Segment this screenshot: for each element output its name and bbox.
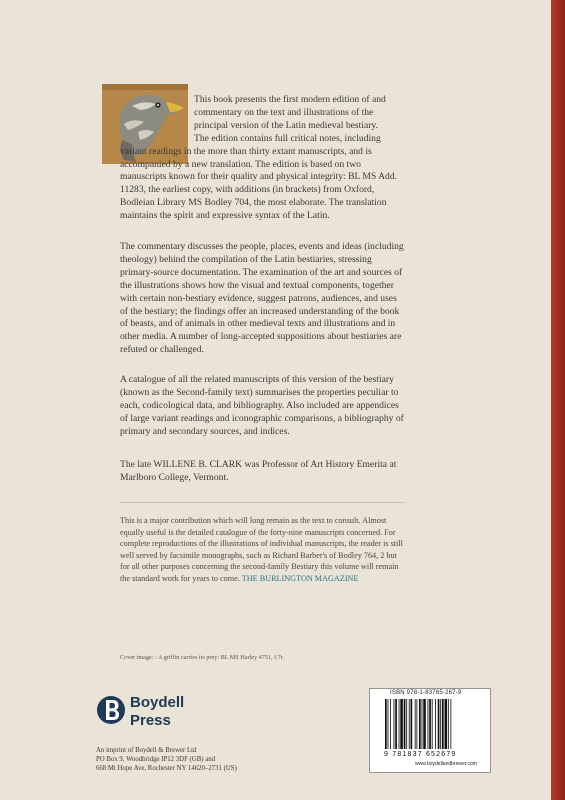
imprint-line-2: PO Box 9, Woodbridge IP12 3DF (GB) and xyxy=(96,756,216,764)
barcode-bar xyxy=(406,699,407,749)
imprint-line-1: An imprint of Boydell & Brewer Ltd xyxy=(96,747,197,754)
divider xyxy=(120,502,405,503)
isbn-label: ISBN 978-1-83765-267-9 xyxy=(390,690,462,696)
barcode-bar xyxy=(432,699,433,749)
ean-digits: 9 781837 652679 xyxy=(384,751,457,758)
barcode-bar xyxy=(400,699,403,749)
barcode-bar xyxy=(411,699,413,749)
barcode-bar xyxy=(388,699,389,749)
barcode-bar xyxy=(404,699,406,749)
barcode-bars xyxy=(381,699,481,755)
barcode-bar xyxy=(438,699,440,749)
intro-line-4: The edition contains full critical notes, including xyxy=(194,132,381,144)
barcode-bar xyxy=(395,699,397,749)
barcode-bar xyxy=(423,699,426,749)
publisher-imprint xyxy=(96,746,237,774)
boydell-press-logo xyxy=(96,688,206,737)
catalogue-paragraph: A catalogue of all the related manuscripts of this version of the bestiary (known as the Second-family text) summarises the properties peculiar to each, codicological data, and bibliography. Also included are appendices of large variant readings and iconographic comparisons, a bibliography of primary and secondary sources, and indices. xyxy=(120,374,404,437)
barcode-bar xyxy=(394,699,395,749)
commentary-paragraph: The commentary discusses the people, places, events and ideas (including theology) behind the compilation of the Latin bestiaries, stressing primary-source documentation. The examination of the art and sources of the illustrations shows how the visual and textual components, together with certain non-bestiary evidence, suggest patrons, audiences, and uses of the bestiary; the findings offer an increased understanding of the book of beasts, and of animals in other medieval texts and illustrations and in other media. A number of long-accepted suppositions about bestiaries are refuted or challenged. xyxy=(120,241,404,356)
author-note: The late WILLENE B. CLARK was Professor of Art History Emerita at Marlboro College, Vermont. xyxy=(120,459,397,483)
barcode-bar xyxy=(442,699,444,749)
intro-line-2: commentary on the text and illustrations of the xyxy=(194,106,374,118)
barcode-bar xyxy=(428,699,429,749)
barcode-bar xyxy=(385,699,387,749)
barcode-bar xyxy=(415,699,416,749)
review-text: This is a major contribution which will long remain as the text to consult. Almost equally useful is the detailed catalogue of the forty-nine manuscripts concerned. For complete reproductions of the illustrations of individual manuscripts, the reader is still well served by facsimile monographs, such as Richard Barber's of Bodley 764, 2 but for all other purposes concerning the second-family Bestiary this volume will remain the standard work for years to come. xyxy=(120,516,403,583)
barcode-bar xyxy=(399,699,400,749)
logo-word-boydell: Boydell xyxy=(130,694,185,711)
barcode-bar xyxy=(445,699,448,749)
barcode-bar xyxy=(440,699,441,749)
intro-rest: variant readings in the more than thirty extant manuscripts, and is accompanied by a new translation. The edition is based on two manuscripts known for their quality and physical integrity: BL MS Add. 11283, the earliest copy, with additions (in brackets) from Oxford, Bodleian Library MS Bodley 704, the most elaborate. The translation maintains the spirit and expressive syntax of the Latin. xyxy=(120,145,398,222)
barcode-bar xyxy=(419,699,421,749)
barcode-bar xyxy=(409,699,410,749)
barcode-bar xyxy=(448,699,449,749)
review-quote xyxy=(120,515,405,585)
intro-line-1: This book presents the first modern edition of and xyxy=(194,94,386,105)
barcode-bar xyxy=(435,699,436,749)
barcode-bar xyxy=(450,699,451,749)
barcode-bar xyxy=(422,699,423,749)
publisher-url: www.boydellandbrewer.com xyxy=(415,761,477,767)
cover-image-caption: Cover image: : A griffin carries its prey: BL MS Harley 4751, f.7r. xyxy=(120,654,285,661)
intro-paragraph xyxy=(120,94,405,223)
barcode-bar xyxy=(390,699,391,749)
review-source: THE BURLINGTON MAGAZINE xyxy=(241,573,359,583)
spine-edge xyxy=(551,0,565,800)
logo-word-press: Press xyxy=(130,712,171,729)
barcode-bar xyxy=(416,699,417,749)
imprint-line-3: 668 Mt Hope Ave, Rochester NY 14620–2731 (US) xyxy=(96,765,237,773)
barcode-bar xyxy=(429,699,431,749)
intro-line-3: principal version of the Latin medieval bestiary. xyxy=(194,119,378,131)
